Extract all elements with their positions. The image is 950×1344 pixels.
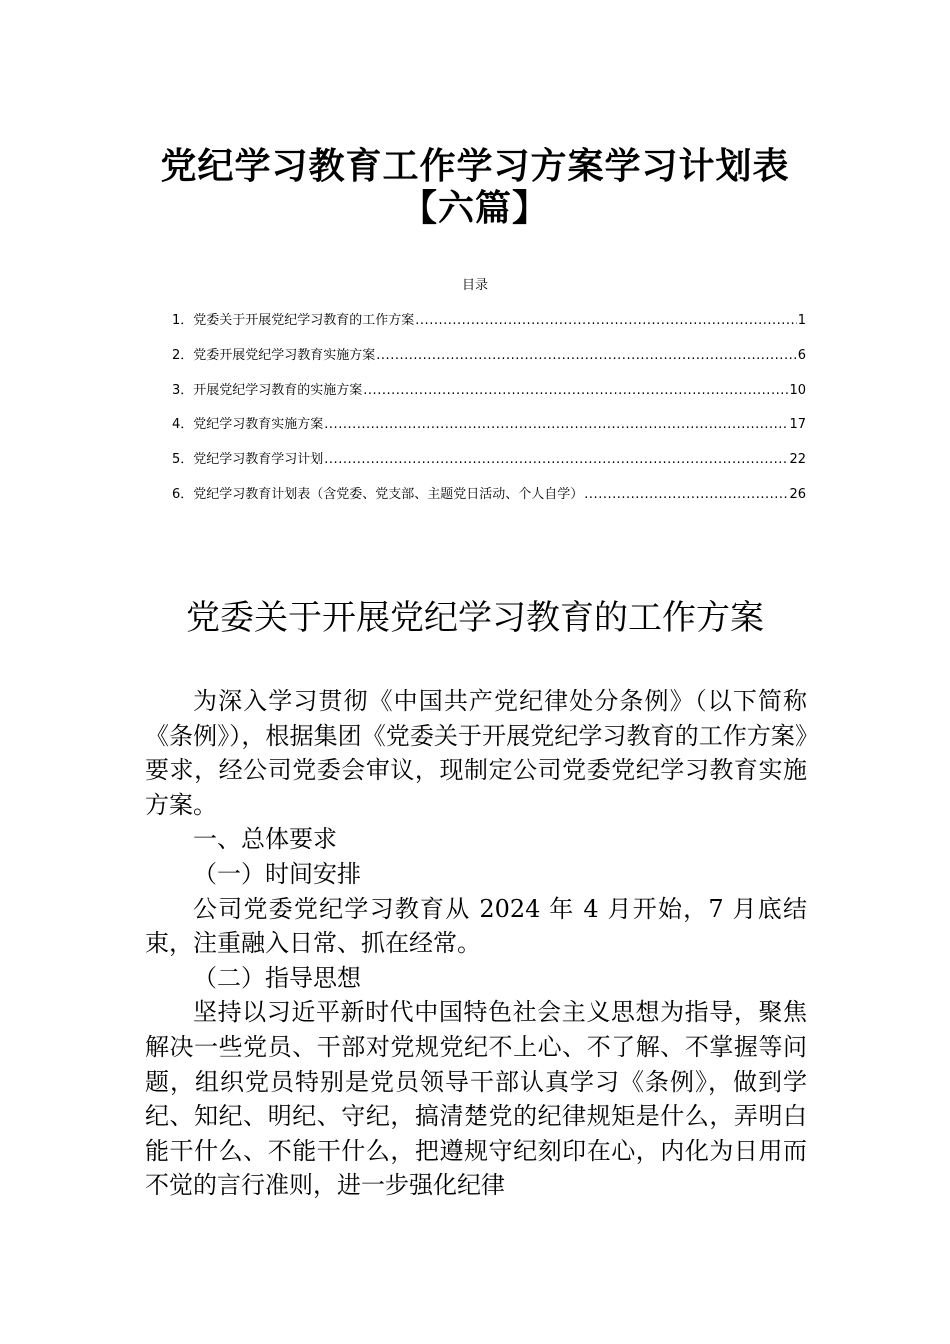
toc-dot-leader (363, 382, 788, 400)
toc-item-text: 党纪学习教育计划表（含党委、党支部、主题党日活动、个人自学） (193, 486, 584, 502)
toc-item-page: 6 (797, 347, 806, 363)
toc-item-number: 4． (172, 417, 194, 433)
toc-heading: 目录 (461, 278, 488, 293)
toc-item-page: 10 (789, 382, 806, 398)
toc-item-text: 党委开展党纪学习教育实施方案 (193, 347, 376, 363)
toc-item-page: 17 (789, 417, 806, 433)
subheading-time-arrangement: （一）时间安排 (193, 859, 361, 888)
time-paragraph: 公司党委党纪学习教育从 2024 年 4 月开始，7 月底结束，注重融入日常、抓在经常。 (145, 894, 807, 958)
toc-dot-leader (415, 312, 796, 330)
toc-item-text: 党纪学习教育实施方案 (193, 417, 324, 433)
heading-general-requirements: 一、总体要求 (193, 825, 337, 854)
toc-item-page: 26 (789, 486, 806, 502)
document-title-line1: 党纪学习教育工作学习方案学习计划表 (160, 146, 790, 187)
toc-item-5[interactable] (172, 451, 806, 486)
toc-item-page: 22 (789, 452, 806, 468)
toc-item-page: 1 (797, 313, 806, 328)
document-body (145, 684, 807, 1203)
toc-item-6[interactable] (172, 486, 806, 521)
toc-item-1[interactable] (172, 312, 806, 347)
document-title-line2: 【六篇】 (400, 188, 549, 229)
toc-item-number: 3． (172, 382, 194, 398)
toc-item-number: 2． (172, 347, 194, 363)
toc-dot-leader (376, 347, 796, 365)
toc-item-text: 开展党纪学习教育的实施方案 (193, 382, 363, 398)
intro-paragraph: 为深入学习贯彻《中国共产党纪律处分条例》（以下简称《条例》），根据集团《党委关于开展党纪学习教育的工作方案》要求，经公司党委会审议，现制定公司党委党纪学习教育实施方案。 (145, 687, 807, 819)
section-title: 党委关于开展党纪学习教育的工作方案 (186, 598, 764, 638)
toc-dot-leader (584, 486, 788, 504)
toc-dot-leader (324, 451, 788, 469)
toc-item-number: 6． (172, 486, 194, 502)
toc-item-2[interactable] (172, 347, 806, 382)
subheading-guiding-ideology: （二）指导思想 (193, 963, 361, 992)
guidance-paragraph: 坚持以习近平新时代中国特色社会主义思想为指导，聚焦解决一些党员、干部对党规党纪不上心、不了解、不掌握等问题，组织党员特别是党员领导干部认真学习《条例》，做到学纪、知纪、明纪、守纪，搞清楚党的纪律规矩是什么，弄明白能干什么、不能干什么，把遵规守纪刻印在心，内化为日用而不觉的言行准则，进一步强化纪律 (145, 998, 807, 1200)
table-of-contents (172, 312, 806, 521)
toc-dot-leader (324, 416, 788, 434)
toc-item-text: 党纪学习教育学习计划 (193, 452, 324, 468)
toc-item-text: 党委关于开展党纪学习教育的工作方案 (193, 313, 415, 328)
toc-item-number: 1． (172, 313, 194, 328)
toc-item-4[interactable] (172, 416, 806, 451)
toc-item-3[interactable] (172, 382, 806, 417)
toc-item-number: 5． (172, 452, 194, 468)
